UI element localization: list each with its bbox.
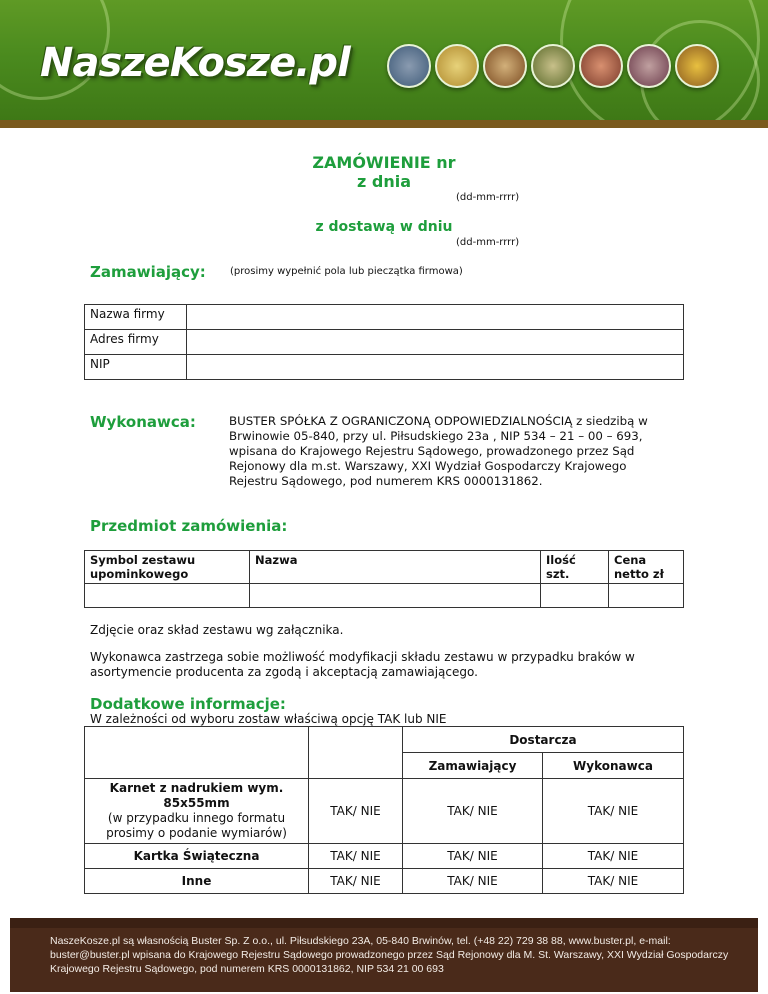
option-cell[interactable]: TAK/ NIE (309, 779, 403, 844)
price-cell[interactable] (609, 584, 684, 608)
col-orderer-header: Zamawiający (403, 753, 543, 779)
footer-company-info: NaszeKosze.pl są własnością Buster Sp. Z o.o., ul. Piłsudskiego 23A, 05-840 Brwinów, tel. (+48 22) 729 38 88, www.buster.pl, e-mail: buster@buster.pl wpisana do Krajowego Rejestru Sądowego prowadzonego przez Sąd Rejonowy dla M. St. Warszawy, XXI Wydział Gospodarczy Krajowego Rejestru Sądowego, pod numerem KRS 0000131862, NIP 534 21 00 693 (50, 935, 729, 975)
gift-basket-photo (579, 44, 623, 88)
name-cell[interactable] (250, 584, 541, 608)
subject-heading: Przedmiot zamówienia: (90, 517, 288, 535)
col-symbol-header: Symbol zestawu upominkowego (85, 551, 250, 584)
other-row-label: Inne (85, 869, 309, 894)
company-name-label: Nazwa firmy (85, 305, 187, 330)
col-name-header: Nazwa (250, 551, 541, 584)
orderer-label: Zamawiający: (90, 263, 206, 281)
order-title: ZAMÓWIENIE nr (312, 153, 456, 172)
date-format-hint: (dd-mm-rrrr) (456, 237, 520, 248)
delivery-date-label: z dostawą w dniu (315, 219, 453, 235)
gift-basket-photo (675, 44, 719, 88)
christmas-card-row-label: Kartka Świąteczna (85, 844, 309, 869)
option-cell[interactable]: TAK/ NIE (543, 779, 684, 844)
header-banner (0, 0, 768, 128)
empty-header-cell (85, 727, 309, 779)
delivers-header: Dostarcza (403, 727, 684, 753)
date-format-hint: (dd-mm-rrrr) (456, 192, 520, 203)
col-price-header: Cena netto zł (609, 551, 684, 584)
additional-instruction: W zależności od wyboru zostaw właściwą opcję TAK lub NIE (90, 712, 447, 726)
option-cell[interactable]: TAK/ NIE (403, 844, 543, 869)
empty-header-cell (309, 727, 403, 779)
symbol-cell[interactable] (85, 584, 250, 608)
site-logo[interactable]: NaszeKosze.pl (40, 40, 350, 86)
option-cell[interactable]: TAK/ NIE (543, 869, 684, 894)
col-quantity-header: Ilość szt. (541, 551, 609, 584)
option-cell[interactable]: TAK/ NIE (543, 844, 684, 869)
company-address-field[interactable] (187, 330, 684, 355)
card-print-title: Karnet z nadrukiem wym. 85x55mm (109, 781, 284, 810)
gift-basket-photo (483, 44, 527, 88)
gift-basket-photo (387, 44, 431, 88)
attachment-note: Zdjęcie oraz skład zestawu wg załącznika. (90, 623, 344, 637)
modification-note: Wykonawca zastrzega sobie możliwość modyfikacji składu zestawu w przypadku braków w asortymencie producenta za zgodą i akceptacją zamawiającego. (90, 650, 635, 679)
company-name-field[interactable] (187, 305, 684, 330)
nip-label: NIP (85, 355, 187, 380)
additional-heading: Dodatkowe informacje: (90, 695, 286, 713)
order-date-label: z dnia (356, 172, 411, 191)
option-cell[interactable]: TAK/ NIE (309, 844, 403, 869)
orderer-table (84, 304, 684, 380)
col-contractor-header: Wykonawca (543, 753, 684, 779)
option-cell[interactable]: TAK/ NIE (309, 869, 403, 894)
products-table (84, 550, 684, 608)
footer-bar (10, 918, 758, 992)
banner-strip (0, 120, 768, 128)
gift-basket-photo (435, 44, 479, 88)
card-print-row-label (85, 779, 309, 844)
card-print-subtitle: (w przypadku innego formatu prosimy o podanie wymiarów) (106, 811, 287, 840)
option-cell[interactable]: TAK/ NIE (403, 869, 543, 894)
gift-basket-photo (627, 44, 671, 88)
footer-strip (10, 918, 758, 928)
contractor-details: BUSTER SPÓŁKA Z OGRANICZONĄ ODPOWIEDZIALNOŚCIĄ z siedzibą w Brwinowie 05-840, przy ul. Piłsudskiego 23a , NIP 534 – 21 – 00 – 693, wpisana do Krajowego Rejestru Sądowego, prowadzonego przez Sąd Rejonowy dla m.st. Warszawy, XXI Wydział Gospodarczy Krajowego Rejestru Sądowego, pod numerem KRS 0000131862. (229, 414, 648, 488)
orderer-hint: (prosimy wypełnić pola lub pieczątka firmowa) (230, 266, 463, 277)
gift-basket-photo (531, 44, 575, 88)
contractor-label: Wykonawca: (90, 413, 196, 431)
quantity-cell[interactable] (541, 584, 609, 608)
option-cell[interactable]: TAK/ NIE (403, 779, 543, 844)
nip-field[interactable] (187, 355, 684, 380)
additional-table (84, 726, 684, 894)
company-address-label: Adres firmy (85, 330, 187, 355)
